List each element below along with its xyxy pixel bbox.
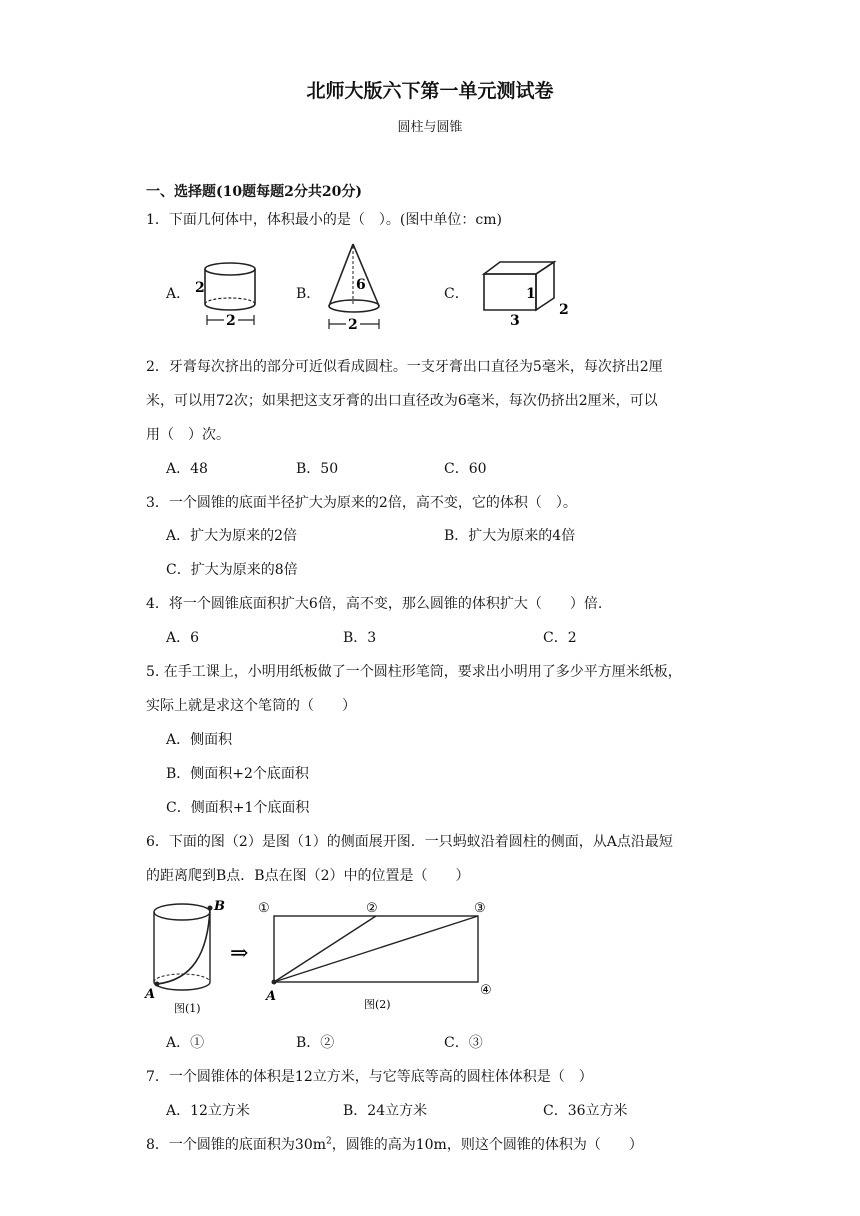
page-subtitle: 圆柱与圆锥 [397,120,463,135]
q2-option-b: B．50 [296,461,339,477]
q6-figures [140,894,520,1020]
q3-option-c: C．扩大为原来的8倍 [166,562,298,578]
q3-option-a: A．扩大为原来的2倍 [166,528,298,544]
question-8-stem [146,1134,643,1154]
q7-option-b: B．24立方米 [343,1103,428,1119]
q6-option-b: B．② [296,1035,335,1051]
q6-arrow-icon: ⇒ [230,941,249,966]
q6-fig2-label-a: A [266,989,277,1004]
question-7-stem: 7．一个圆锥体的体积是12立方米，与它等底等高的圆柱体体积是（ ） [146,1069,593,1085]
q1-figure-cuboid [476,256,576,328]
q7-option-c: C．36立方米 [543,1103,628,1119]
q5-option-a: A．侧面积 [166,732,233,748]
question-6-line1: 6．下面的图（2）是图（1）的侧面展开图．一只蚂蚁沿着圆柱的侧面，从A点沿最短 [146,834,673,850]
question-4-stem: 4．将一个圆锥底面积扩大6倍，高不变，那么圆锥的体积扩大（ ）倍. [146,596,603,612]
q1-figure-cylinder [192,256,272,332]
q2-option-a: A．48 [166,461,208,477]
question-5-line1: 5. 在手工课上，小明用纸板做了一个圆柱形笔筒，要求出小明用了多少平方厘米纸板， [146,664,682,680]
q1-option-a: A． [166,286,191,302]
q6-fig1-label-b: B [214,899,225,914]
q1-fig-c-a: 1 [526,286,536,302]
question-2-line2: 米，可以用72次；如果把这支牙膏的出口直径改为6毫米，每次仍挤出2厘米，可以 [146,393,658,409]
page-title: 北师大版六下第一单元测试卷 [306,80,554,102]
q1-fig-a-height: 2 [195,280,205,296]
q1-fig-c-b: 2 [559,302,569,318]
q1-fig-b-diameter: 2 [348,317,358,333]
question-5-line2: 实际上就是求这个笔筒的（ ） [146,698,356,714]
question-3-stem: 3．一个圆锥的底面半径扩大为原来的2倍，高不变，它的体积（ ）。 [146,495,577,511]
q6-fig2-mark-4: ④ [480,983,492,998]
question-1-stem: 1．下面几何体中，体积最小的是（ ）。(图中单位：cm) [146,212,502,228]
q6-fig1-caption: 图(1) [174,1002,201,1015]
q6-fig2-mark-2: ② [366,901,378,916]
q4-option-c: C．2 [543,630,577,646]
q5-option-c: C．侧面积+1个底面积 [166,800,310,816]
q6-figure-1-cylinder [143,899,225,1015]
q7-option-a: A．12立方米 [166,1103,250,1119]
q6-option-a: A．① [166,1035,205,1051]
question-2-line3: 用（ ）次。 [146,427,230,443]
section-heading: 一、选择题(10题每题2分共20分) [146,184,362,200]
q6-figure-2-unfolded [258,901,492,1011]
question-6-line2: 的距离爬到B点．B点在图（2）中的位置是（ ） [146,868,470,884]
q6-fig2-caption: 图(2) [364,998,391,1011]
q1-fig-b-height: 6 [356,277,366,293]
q1-option-c: C． [444,286,469,302]
q1-option-b: B． [296,286,321,302]
q4-option-b: B．3 [343,630,377,646]
question-2-line1: 2．牙膏每次挤出的部分可近似看成圆柱。一支牙膏出口直径为5毫米，每次挤出2厘 [146,359,663,375]
q6-fig2-mark-1: ① [258,901,270,916]
q8-superscript: 2 [326,1136,332,1147]
q3-option-b: B．扩大为原来的4倍 [444,528,576,544]
q8-stem-pre: 8．一个圆锥的底面积为30m [146,1137,326,1153]
q8-stem-post: ，圆锥的高为10m，则这个圆锥的体积为（ ） [331,1137,643,1153]
q1-fig-a-diameter: 2 [226,313,236,329]
q6-fig1-label-a: A [145,987,156,1002]
q6-fig2-mark-3: ③ [474,901,486,916]
q4-option-a: A．6 [166,630,200,646]
q1-figure-cone [322,240,388,334]
q6-option-c: C．③ [444,1035,483,1051]
q5-option-b: B．侧面积+2个底面积 [166,766,309,782]
q1-fig-c-c: 3 [510,313,520,328]
q2-option-c: C．60 [444,461,487,477]
